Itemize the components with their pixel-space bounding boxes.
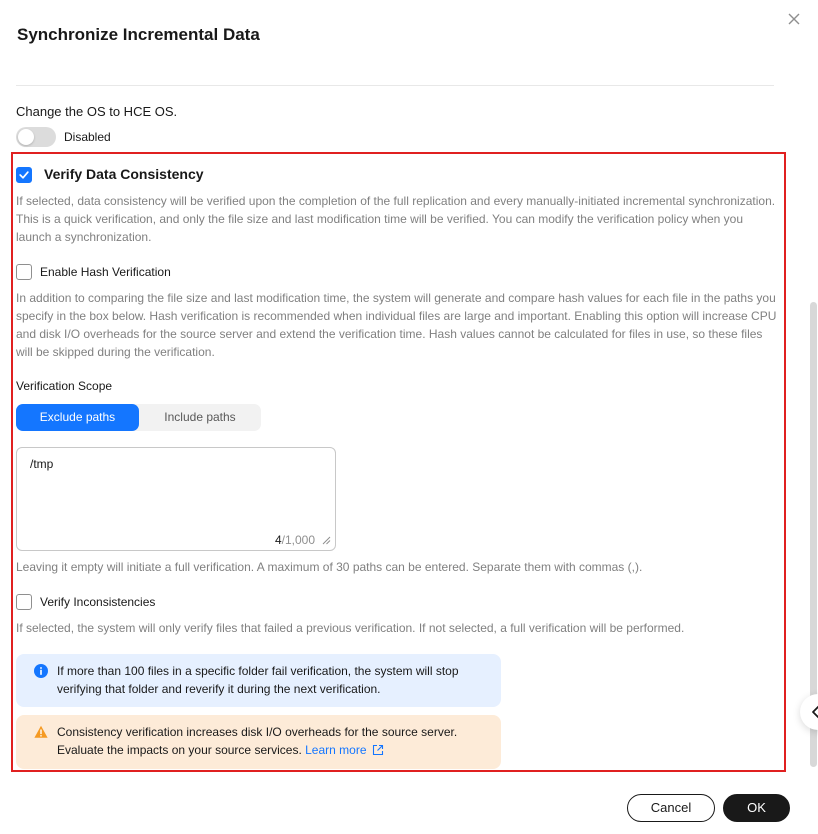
warning-icon bbox=[34, 725, 48, 739]
paths-value: /tmp bbox=[30, 457, 54, 471]
cancel-button[interactable]: Cancel bbox=[627, 794, 715, 822]
hash-verification-label: Enable Hash Verification bbox=[40, 265, 171, 279]
tab-exclude-paths[interactable]: Exclude paths bbox=[16, 404, 139, 431]
info-banner bbox=[16, 654, 501, 707]
checkmark-icon bbox=[19, 170, 29, 180]
verify-inconsistencies-checkbox[interactable] bbox=[16, 594, 32, 610]
header-divider bbox=[16, 85, 774, 86]
verification-scope-segmented bbox=[16, 404, 261, 431]
verify-consistency-description: If selected, data consistency will be verified upon the completion of the full replication and every manually-initiated incremental synchronization. This is a quick verification, and only the file size and last modification time will be verified. You can modify the verification policy when you launch a synchronization. bbox=[16, 194, 776, 244]
ok-button[interactable]: OK bbox=[723, 794, 790, 822]
hash-verification-description: In addition to comparing the file size and last modification time, the system will generate and compare hash values for each file in the paths you specify in the box below. Hash verification is recommended when individual files are large and important. Enabling this option will increase CPU and disk I/O overheads for the source server and extend the verification time. Hash values cannot be calculated for files in use, so these files will be skipped during the verification. bbox=[16, 291, 777, 359]
os-change-label: Change the OS to HCE OS. bbox=[16, 104, 178, 119]
verify-consistency-checkbox[interactable] bbox=[16, 167, 32, 183]
os-change-toggle[interactable] bbox=[16, 127, 56, 147]
warning-banner-text-wrap bbox=[57, 723, 487, 759]
verification-scope-label: Verification Scope bbox=[16, 379, 113, 393]
chevron-left-icon bbox=[810, 704, 818, 720]
verify-consistency-title: Verify Data Consistency bbox=[44, 166, 204, 182]
toggle-knob bbox=[18, 129, 34, 145]
resize-handle-icon[interactable] bbox=[322, 536, 331, 545]
dialog-title: Synchronize Incremental Data bbox=[17, 25, 260, 44]
info-banner-text: If more than 100 files in a specific folder fail verification, the system will stop verifying that folder and reverify it during the next verification. bbox=[57, 664, 459, 696]
collapse-panel-handle[interactable] bbox=[800, 694, 818, 730]
char-count: 4 bbox=[274, 533, 282, 547]
close-icon[interactable] bbox=[786, 11, 802, 27]
paths-textarea[interactable] bbox=[16, 447, 336, 551]
warning-banner bbox=[16, 715, 501, 769]
char-counter bbox=[275, 533, 315, 547]
paths-hint: Leaving it empty will initiate a full verification. A maximum of 30 paths can be entered. Separate them with commas (,). bbox=[16, 560, 643, 574]
verify-inconsistencies-description: If selected, the system will only verify files that failed a previous verification. If not selected, a full verification will be performed. bbox=[16, 621, 685, 635]
toggle-state-label: Disabled bbox=[64, 130, 111, 144]
hash-verification-checkbox[interactable] bbox=[16, 264, 32, 280]
external-link-icon[interactable] bbox=[372, 744, 384, 756]
tab-include-paths[interactable]: Include paths bbox=[164, 410, 236, 424]
learn-more-link[interactable]: Learn more bbox=[305, 743, 367, 757]
verify-inconsistencies-label: Verify Inconsistencies bbox=[40, 595, 156, 609]
warning-banner-text: Consistency verification increases disk I/O overheads for the source server. Evaluate the impacts on your source services. bbox=[57, 725, 458, 757]
info-icon bbox=[34, 664, 48, 678]
char-limit: /1,000 bbox=[281, 533, 315, 547]
